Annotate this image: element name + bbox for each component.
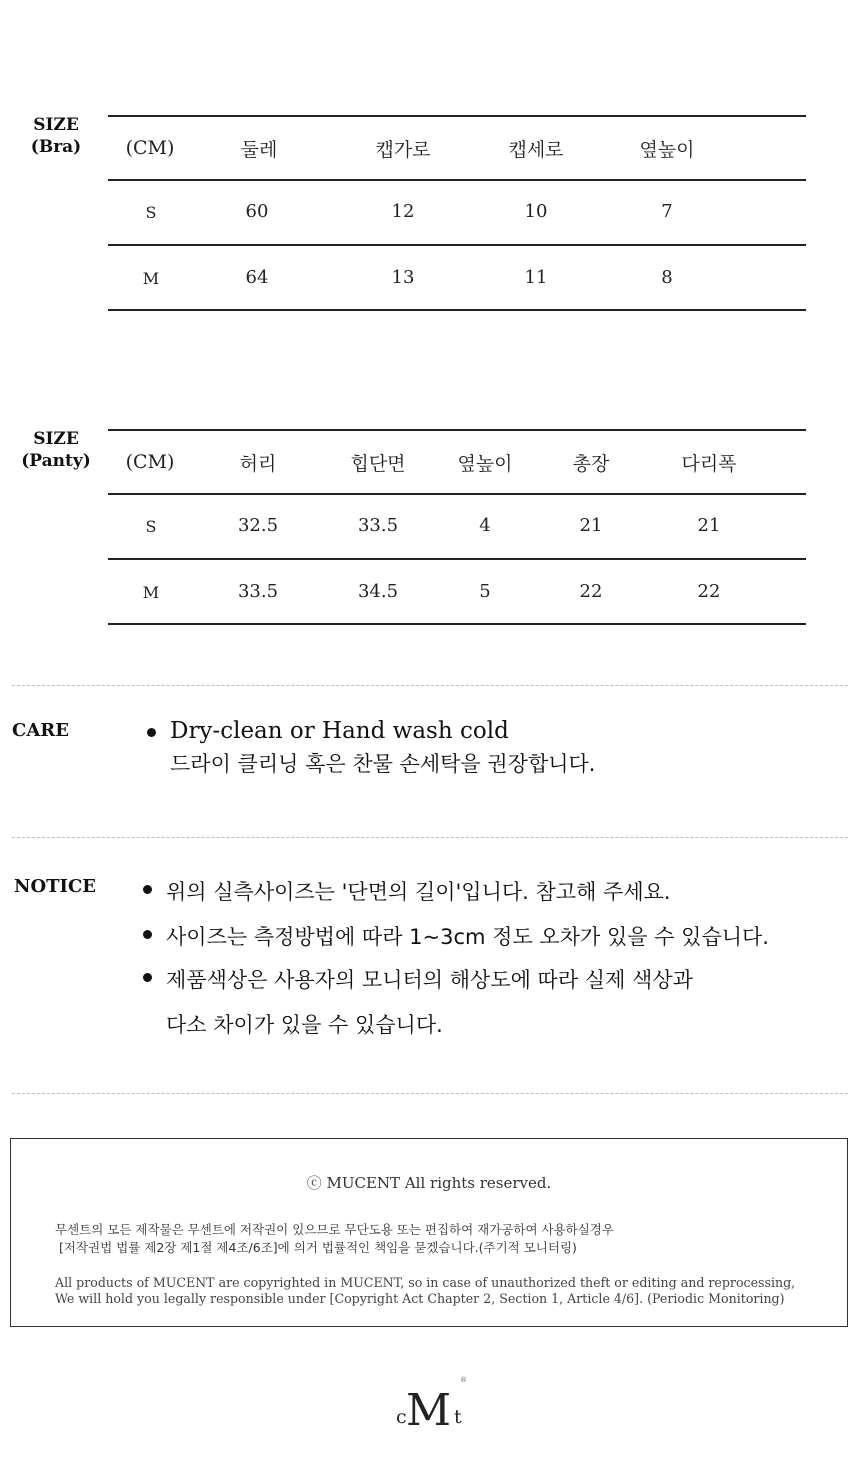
copyright-notice-en-1: All products of MUCENT are copyrighted in MUCENT, so in case of unauthorized theft or editing and reprocessing, bbox=[55, 1275, 796, 1290]
value-cell: 12 bbox=[391, 201, 415, 222]
dashed-divider bbox=[12, 1093, 848, 1094]
header-waist: 허리 bbox=[239, 453, 277, 475]
dashed-divider bbox=[12, 837, 848, 838]
mucent-monogram-logo-icon bbox=[396, 1374, 468, 1430]
table-rule bbox=[108, 558, 806, 560]
value-cell: 32.5 bbox=[237, 515, 279, 536]
value-cell: 33.5 bbox=[357, 515, 399, 536]
value-cell: 13 bbox=[391, 267, 415, 288]
bra-size-label-line2: (Bra) bbox=[30, 137, 82, 157]
bra-size-label-line1: SIZE bbox=[33, 115, 79, 135]
table-rule-top bbox=[108, 429, 806, 431]
header-side-height: 옆높이 bbox=[457, 453, 513, 475]
panty-size-label bbox=[18, 428, 94, 472]
bullet-icon bbox=[143, 973, 152, 982]
value-cell: 34.5 bbox=[357, 581, 399, 602]
copyright-line: ⓒ MUCENT All rights reserved. bbox=[306, 1174, 552, 1192]
mucent-logo bbox=[396, 1374, 468, 1430]
panty-size-label-line1: SIZE bbox=[33, 429, 79, 449]
header-side-height: 옆높이 bbox=[639, 139, 695, 161]
size-cell: S bbox=[145, 203, 157, 222]
table-rule bbox=[108, 493, 806, 495]
header-cup-width: 캡가로 bbox=[375, 139, 431, 161]
value-cell: 64 bbox=[245, 267, 269, 288]
logo-letter-c: c bbox=[396, 1406, 407, 1428]
header-cup-height: 캡세로 bbox=[508, 139, 564, 161]
size-cell: M bbox=[142, 583, 160, 602]
bra-size-table bbox=[108, 115, 806, 312]
value-cell: 7 bbox=[661, 201, 673, 222]
header-leg-width: 다리폭 bbox=[681, 453, 737, 475]
bra-size-label bbox=[22, 114, 90, 158]
care-text-en: Dry-clean or Hand wash cold bbox=[170, 718, 509, 744]
care-label: CARE bbox=[12, 720, 69, 741]
copyright-notice-en-2: We will hold you legally responsible under [Copyright Act Chapter 2, Section 1, Article 4/6]. (Periodic Monitoring) bbox=[55, 1291, 785, 1306]
list-item: 위의 실측사이즈는 '단면의 길이'입니다. 참고해 주세요. bbox=[166, 880, 671, 904]
value-cell: 21 bbox=[697, 515, 721, 536]
value-cell: 8 bbox=[661, 267, 673, 288]
value-cell: 22 bbox=[697, 581, 721, 602]
value-cell: 22 bbox=[579, 581, 603, 602]
value-cell: 11 bbox=[524, 267, 548, 288]
value-cell: 10 bbox=[524, 201, 548, 222]
table-rule-bottom bbox=[108, 623, 806, 625]
header-unit-cm: (CM) bbox=[125, 451, 175, 473]
dashed-divider bbox=[12, 685, 848, 686]
copyright-box bbox=[10, 1138, 848, 1327]
panty-size-table bbox=[108, 429, 806, 626]
value-cell: 60 bbox=[245, 201, 269, 222]
header-total-length: 총장 bbox=[572, 453, 610, 475]
bullet-icon bbox=[147, 728, 156, 737]
header-unit-cm: (CM) bbox=[125, 137, 175, 159]
care-text-ko: 드라이 클리닝 혹은 찬물 손세탁을 권장합니다. bbox=[170, 752, 596, 776]
notice-label: NOTICE bbox=[14, 876, 96, 897]
panty-size-label-line2: (Panty) bbox=[21, 451, 91, 471]
table-rule bbox=[108, 244, 806, 246]
header-hip: 힙단면 bbox=[350, 453, 406, 475]
bullet-icon bbox=[143, 885, 152, 894]
copyright-notice-ko-1: 무센트의 모든 제작물은 무센트에 저작권이 있으므로 무단도용 또는 편집하여 재가공하여 사용하실경우 bbox=[55, 1222, 614, 1237]
header-chest: 둘레 bbox=[240, 139, 278, 161]
value-cell: 5 bbox=[479, 581, 491, 602]
list-item-continuation: 다소 차이가 있을 수 있습니다. bbox=[166, 1013, 443, 1037]
list-item: 제품색상은 사용자의 모니터의 해상도에 따라 실제 색상과 bbox=[166, 968, 693, 992]
copyright-notice-ko-2: [저작권법 법률 제2장 제1절 제4조/6조]에 의거 법률적인 책임을 묻겠습니다.(주기적 모니터링) bbox=[59, 1240, 577, 1255]
table-rule-bottom bbox=[108, 309, 806, 311]
list-item: 사이즈는 측정방법에 따라 1~3cm 정도 오차가 있을 수 있습니다. bbox=[166, 925, 769, 949]
table-rule bbox=[108, 179, 806, 181]
size-cell: M bbox=[142, 269, 160, 288]
table-rule-top bbox=[108, 115, 806, 117]
logo-letter-m: M bbox=[406, 1385, 452, 1430]
value-cell: 33.5 bbox=[237, 581, 279, 602]
value-cell: 4 bbox=[479, 515, 491, 536]
size-cell: S bbox=[145, 517, 157, 536]
logo-letter-t: t bbox=[454, 1406, 462, 1428]
bullet-icon bbox=[143, 930, 152, 939]
value-cell: 21 bbox=[579, 515, 603, 536]
logo-registered-mark: ® bbox=[460, 1376, 467, 1384]
